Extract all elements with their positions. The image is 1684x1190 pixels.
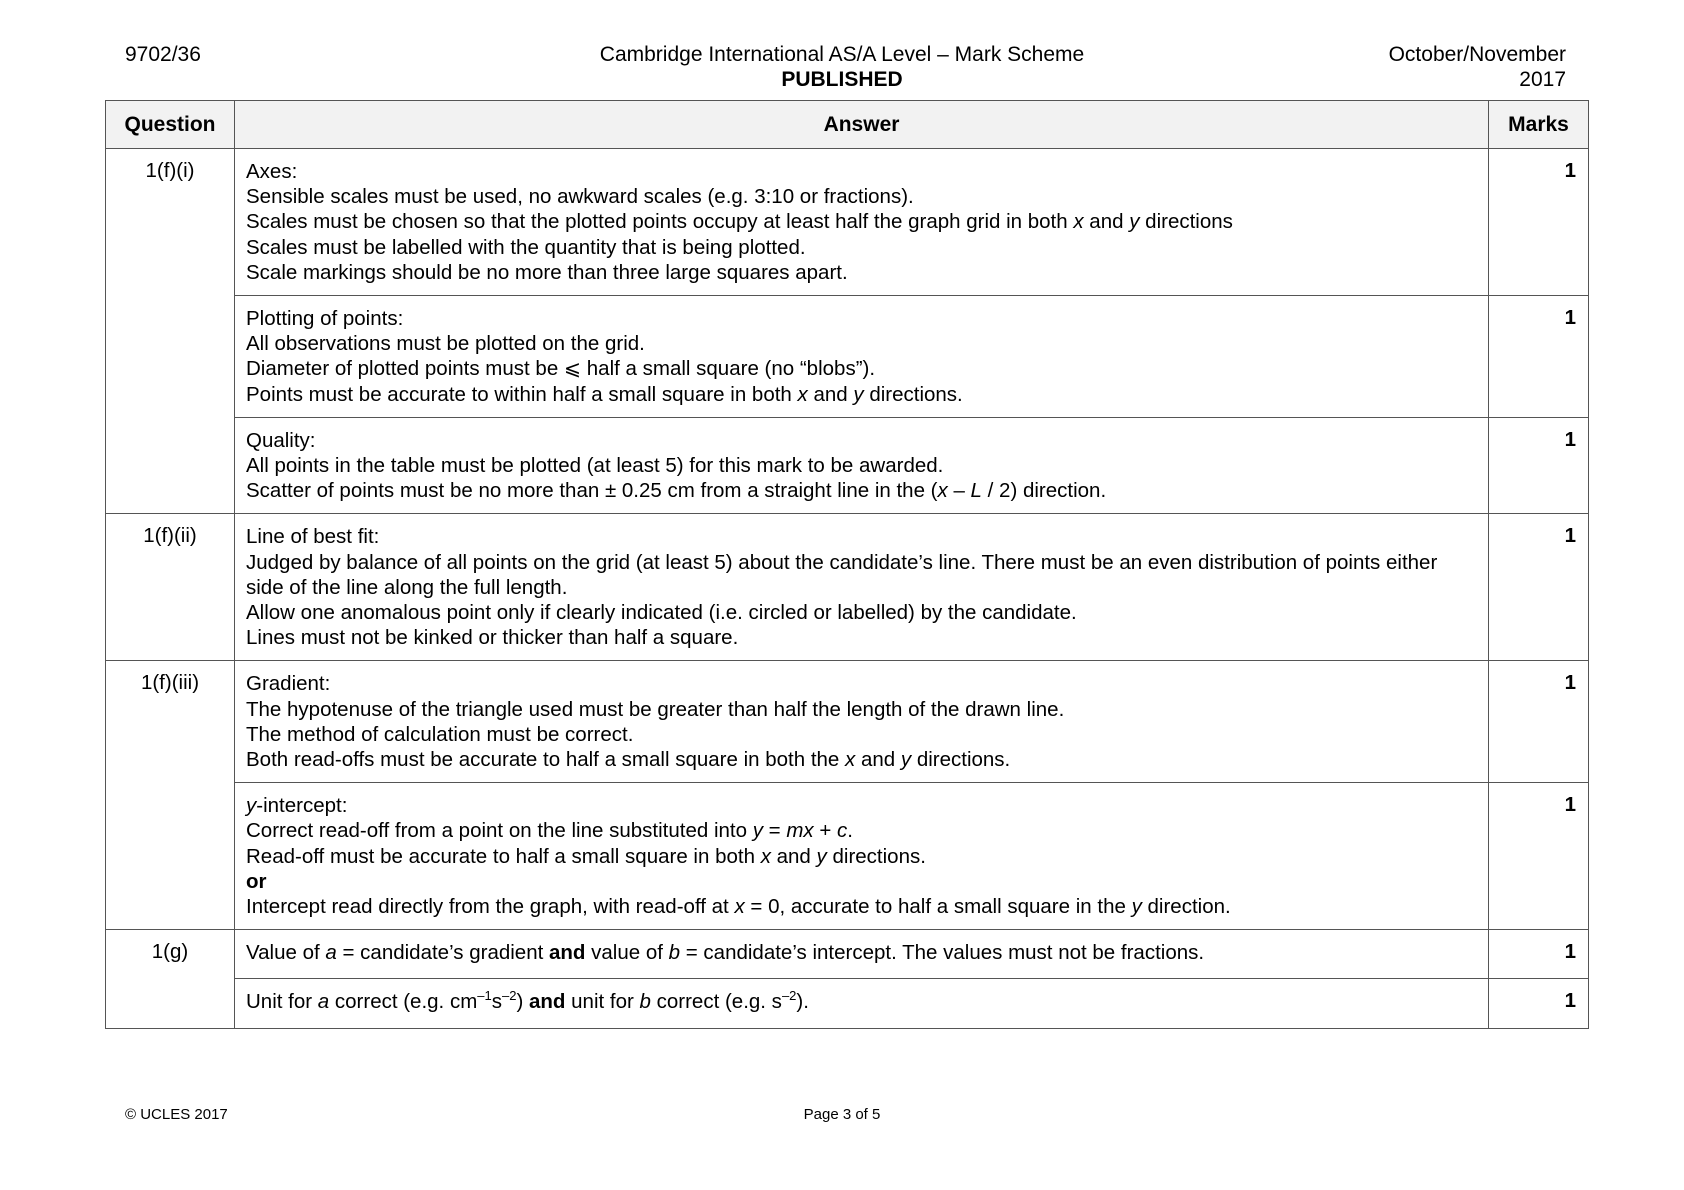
answer-line: Line of best fit: — [246, 525, 380, 549]
table-row — [106, 417, 1589, 514]
column-header-answer: Answer — [235, 101, 1489, 149]
answer-line: Quality: — [246, 428, 316, 452]
answer-line: Scales must be chosen so that the plotted points occupy at least half the graph grid in both x and y directions — [246, 210, 1233, 234]
answer-line: Read-off must be accurate to half a small square in both x and y directions. — [246, 844, 926, 868]
published-label: PUBLISHED — [781, 68, 903, 91]
answer-line: Intercept read directly from the graph, with read-off at x = 0, accurate to half a small square in the y direction. — [246, 895, 1231, 919]
question-number: 1(f)(iii) — [106, 661, 235, 930]
answer-line: y-intercept: — [246, 794, 348, 818]
answer-line: Sensible scales must be used, no awkward scales (e.g. 3:10 or fractions). — [246, 185, 914, 209]
answer-cell — [235, 149, 1489, 296]
answer-cell — [235, 661, 1489, 783]
copyright-notice: © UCLES 2017 — [125, 1106, 228, 1123]
answer-cell — [235, 930, 1489, 979]
question-number: 1(f)(ii) — [106, 514, 235, 661]
answer-line: Value of a = candidate’s gradient and value of b = candidate’s intercept. The values must not be fractions. — [246, 941, 1205, 965]
mark-scheme-table — [105, 100, 1589, 1029]
table-row — [106, 149, 1589, 296]
answer-line: Scatter of points must be no more than ± 0.25 cm from a straight line in the (x – L / 2) direction. — [246, 479, 1107, 503]
table-header-row — [106, 101, 1589, 149]
title-text: Cambridge International AS/A Level – Mark Scheme — [599, 43, 1085, 66]
answer-line: Unit for a correct (e.g. $cm^{-1}s^{-2}$) and unit for b correct (e.g. $s^{-2}$). — [246, 988, 809, 1014]
table-row — [106, 514, 1589, 661]
mark-value: 1 — [1489, 417, 1589, 514]
answer-line: Axes: — [246, 160, 298, 183]
answer-line: Diameter of plotted points must be ⩽ half a small square (no “blobs”). — [246, 357, 876, 381]
paper-code: 9702/36 — [125, 43, 201, 66]
question-number: 1(g) — [106, 930, 235, 1028]
table-row — [106, 296, 1589, 418]
answer-line: The method of calculation must be correct. — [246, 722, 634, 746]
answer-line-or: or — [246, 869, 267, 893]
table-row — [106, 661, 1589, 783]
mark-value: 1 — [1489, 783, 1589, 930]
answer-line: Points must be accurate to within half a small square in both x and y directions. — [246, 382, 963, 406]
answer-line: Plotting of points: — [246, 307, 404, 331]
table-row — [106, 979, 1589, 1028]
answer-line: Judged by balance of all points on the grid (at least 5) about the candidate’s line. There must be an even distribution of points either side of the line along the full length. — [246, 550, 1438, 599]
exam-session — [1389, 42, 1566, 92]
session-year: 2017 — [1519, 68, 1566, 91]
answer-line: The hypotenuse of the triangle used must be greater than half the length of the drawn line. — [246, 697, 1065, 721]
session-text: October/November — [1388, 43, 1566, 66]
column-header-question: Question — [106, 101, 235, 149]
answer-line: Scales must be labelled with the quantity that is being plotted. — [246, 235, 806, 259]
answer-line: Scale markings should be no more than three large squares apart. — [246, 260, 848, 284]
mark-value: 1 — [1489, 661, 1589, 783]
answer-line: Both read-offs must be accurate to half a small square in both the x and y directions. — [246, 748, 1011, 772]
mark-value: 1 — [1489, 979, 1589, 1028]
answer-line: All observations must be plotted on the grid. — [246, 332, 645, 356]
answer-cell — [235, 514, 1489, 661]
question-number: 1(f)(i) — [106, 149, 235, 514]
column-header-marks: Marks — [1489, 101, 1589, 149]
answer-cell — [235, 783, 1489, 930]
mark-value: 1 — [1489, 930, 1589, 979]
mark-value: 1 — [1489, 514, 1589, 661]
page-number: Page 3 of 5 — [803, 1106, 881, 1123]
answer-cell — [235, 296, 1489, 418]
mark-value: 1 — [1489, 296, 1589, 418]
table-row — [106, 783, 1589, 930]
answer-line: Allow one anomalous point only if clearly indicated (i.e. circled or labelled) by the candidate. — [246, 601, 1077, 625]
answer-cell — [235, 979, 1489, 1028]
answer-cell — [235, 417, 1489, 514]
answer-line: Gradient: — [246, 672, 331, 696]
answer-line: All points in the table must be plotted (at least 5) for this mark to be awarded. — [246, 454, 944, 478]
answer-line: Correct read-off from a point on the line substituted into y = mx + c. — [246, 819, 853, 843]
mark-value: 1 — [1489, 149, 1589, 296]
answer-line: Lines must not be kinked or thicker than half a square. — [246, 626, 739, 650]
table-row — [106, 930, 1589, 979]
